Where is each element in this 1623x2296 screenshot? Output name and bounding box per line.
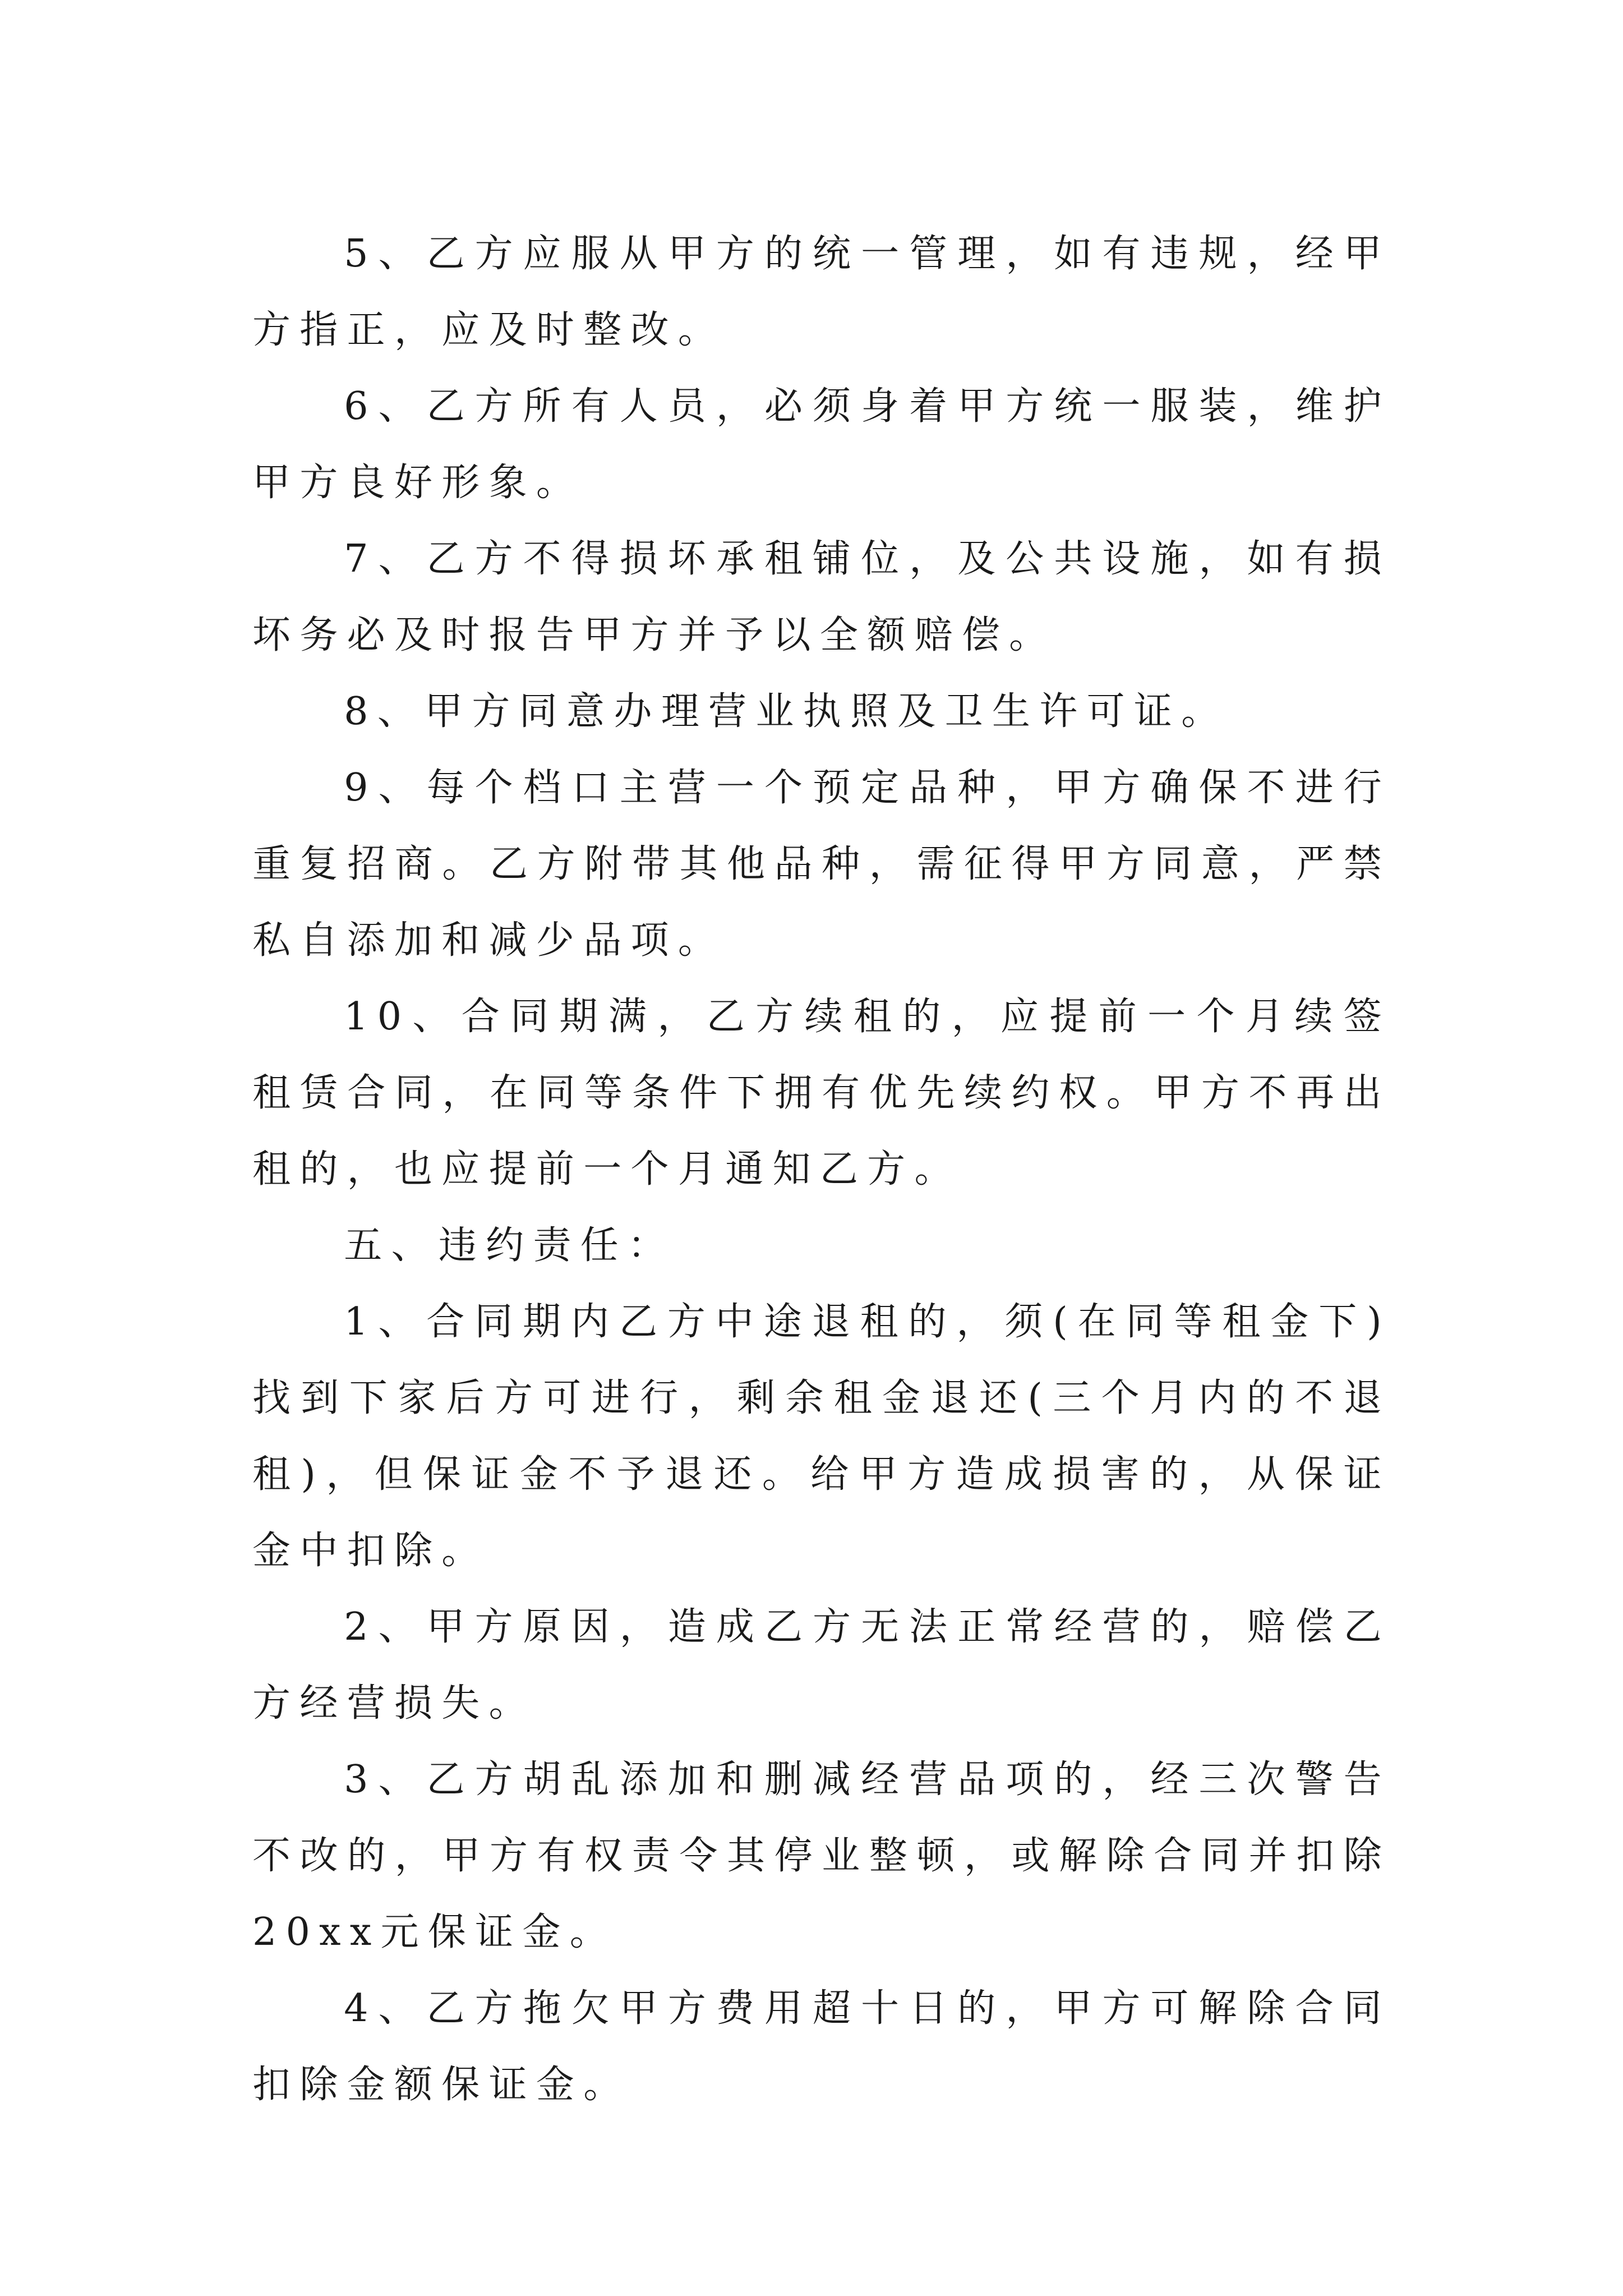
clause-9: 9、每个档口主营一个预定品种，甲方确保不进行重复招商。乙方附带其他品种，需征得甲方同意，严禁私自添加和减少品项。 [252, 766, 1391, 963]
breach-clause-4: 4、乙方拖欠甲方费用超十日的，甲方可解除合同扣除金额保证金。 [252, 1986, 1391, 2107]
clause-6: 6、乙方所有人员，必须身着甲方统一服装，维护甲方良好形象。 [252, 384, 1391, 505]
clause-7: 7、乙方不得损坏承租铺位，及公共设施，如有损坏务必及时报告甲方并予以全额赔偿。 [252, 537, 1391, 657]
breach-clause-1: 1、合同期内乙方中途退租的，须(在同等租金下)找到下家后方可进行，剩余租金退还(三个月内的不退租)，但保证金不予退还。给甲方造成损害的，从保证金中扣除。 [252, 1300, 1391, 1573]
breach-clause-2: 2、甲方原因，造成乙方无法正常经营的，赔偿乙方经营损失。 [252, 1605, 1391, 1726]
section-heading-breach-liability: 五、违约责任： [344, 1223, 675, 1268]
clause-5: 5、乙方应服从甲方的统一管理，如有违规，经甲方指正，应及时整改。 [252, 232, 1391, 352]
clause-10: 10、合同期满，乙方续租的，应提前一个月续签租赁合同，在同等条件下拥有优先续约权。甲方不再出租的，也应提前一个月通知乙方。 [252, 995, 1391, 1191]
clause-8: 8、甲方同意办理营业执照及卫生许可证。 [344, 689, 1229, 734]
document-body [252, 216, 1391, 2123]
breach-clause-3: 3、乙方胡乱添加和删减经营品项的，经三次警告不改的，甲方有权责令其停业整顿，或解除合同并扣除20xx元保证金。 [252, 1757, 1391, 1954]
